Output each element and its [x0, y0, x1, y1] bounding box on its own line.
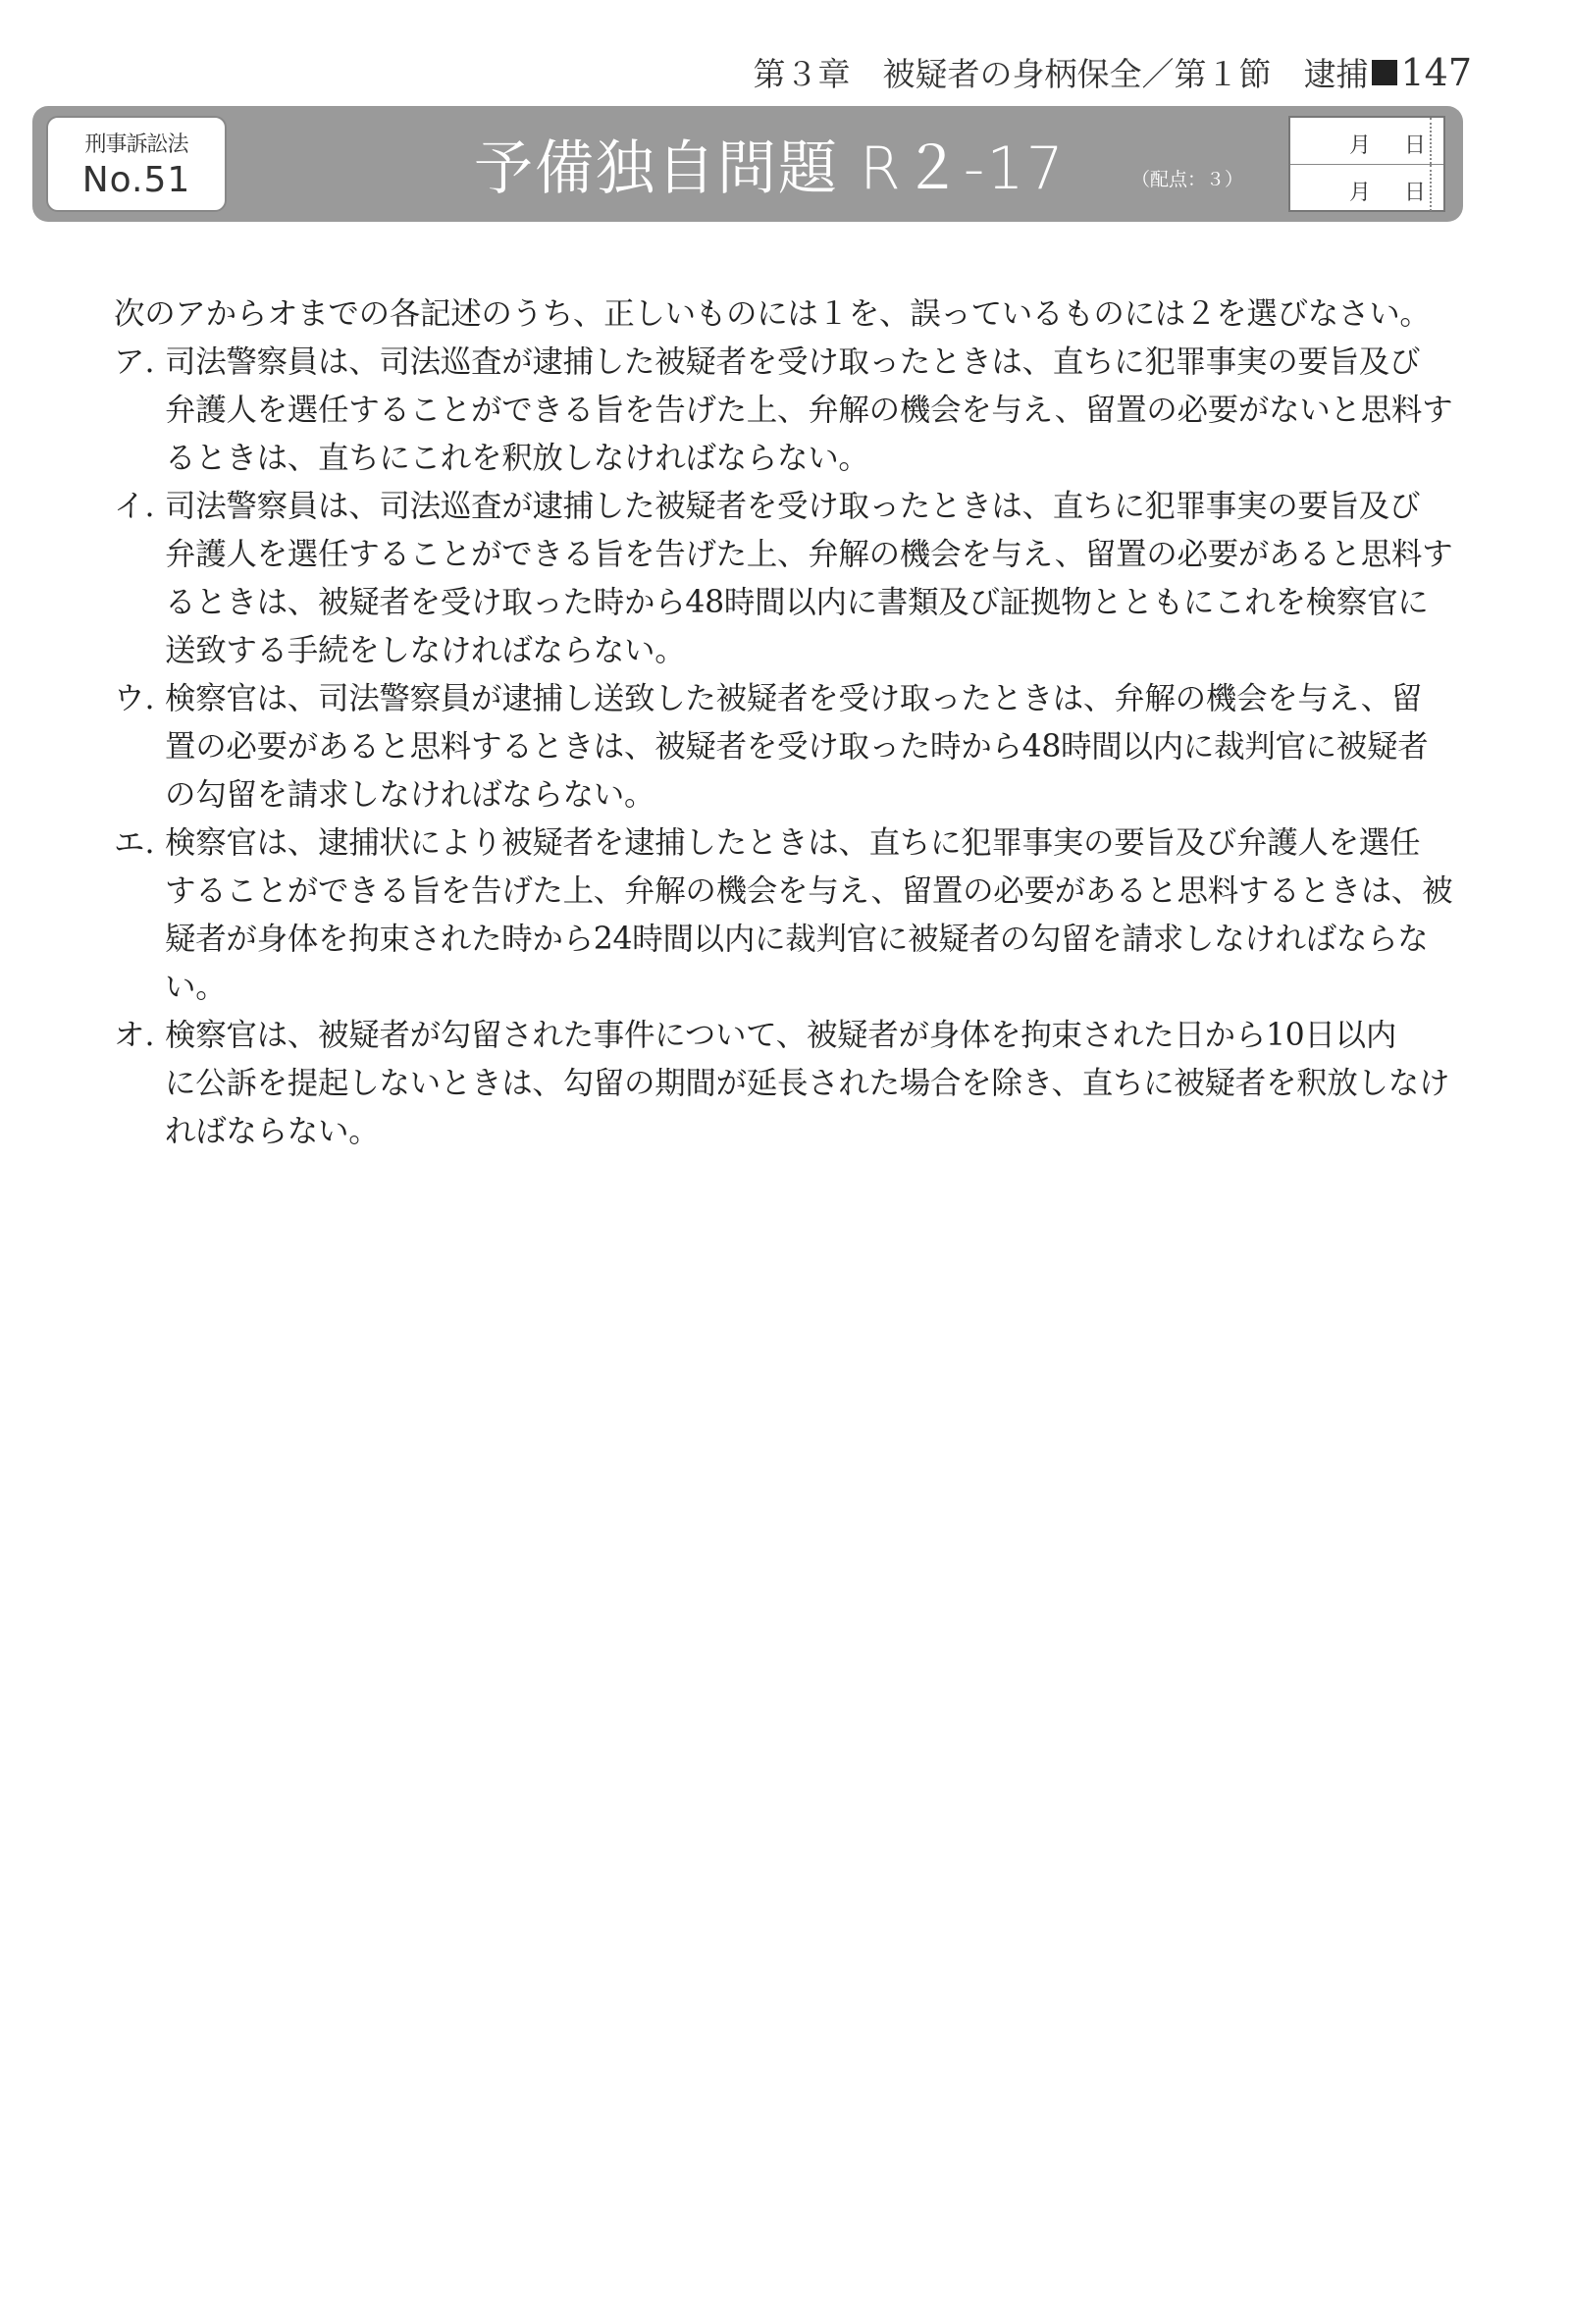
- text-line: 弁護人を選任することができる旨を告げた上、弁解の機会を与え、留置の必要があると思料す: [165, 537, 1453, 572]
- statement-text: [165, 675, 1468, 819]
- problem-number: No.51: [81, 160, 191, 200]
- day-label: 日: [1404, 181, 1427, 205]
- text-line: 検察官は、司法警察員が逮捕し送致した被疑者を受け取ったときは、弁解の機会を与え、留: [165, 681, 1423, 716]
- subject-tag: [46, 116, 227, 212]
- text-line: の勾留を請求しなければならない。: [165, 777, 655, 813]
- text-line: 司法警察員は、司法巡査が逮捕した被疑者を受け取ったときは、直ちに犯罪事実の要旨及び: [165, 489, 1421, 524]
- text-line: ればならない。: [165, 1114, 380, 1149]
- statement-e: [114, 819, 1468, 1012]
- statement-i: [114, 483, 1468, 675]
- dotted-divider: [1430, 118, 1432, 164]
- text-line: るときは、被疑者を受け取った時から48時間以内に書類及び証拠物とともにこれを検察官に: [165, 585, 1429, 620]
- date-row: [1290, 165, 1443, 211]
- problem-title: 予備独自問題 R２-17: [474, 134, 1066, 203]
- page-number: 147: [1400, 50, 1472, 94]
- statement-text: [165, 1012, 1468, 1156]
- statement-text: [165, 819, 1468, 1012]
- text-line: 弁護人を選任することができる旨を告げた上、弁解の機会を与え、留置の必要がないと思料す: [165, 393, 1453, 428]
- statement-label: ア.: [114, 344, 155, 380]
- chapter-title: 第３章 被疑者の身柄保全／第１節 逮捕: [753, 55, 1369, 93]
- text-line: 検察官は、被疑者が勾留された事件について、被疑者が身体を拘束された日から10日以内: [165, 1018, 1397, 1053]
- month-label: 月: [1349, 181, 1372, 205]
- running-header: [753, 49, 1472, 95]
- square-marker-icon: [1372, 60, 1397, 85]
- text-line: い。: [165, 970, 227, 1005]
- day-label: 日: [1404, 133, 1427, 158]
- statement-text: [165, 483, 1468, 675]
- statement-text: [165, 339, 1468, 483]
- text-line: 司法警察員は、司法巡査が逮捕した被疑者を受け取ったときは、直ちに犯罪事実の要旨及び: [165, 344, 1421, 380]
- points-label: （配点：３）: [1131, 169, 1244, 190]
- statement-label: オ.: [114, 1018, 155, 1053]
- text-line: 検察官は、逮捕状により被疑者を逮捕したときは、直ちに犯罪事実の要旨及び弁護人を選任: [165, 825, 1421, 861]
- statement-label: イ.: [114, 489, 155, 524]
- text-line: 置の必要があると思料するときは、被疑者を受け取った時から48時間以内に裁判官に被疑者: [165, 729, 1429, 765]
- month-label: 月: [1349, 133, 1372, 158]
- question-intro: 次のアからオまでの各記述のうち、正しいものには１を、誤っているものには２を選びなさい。: [114, 296, 1431, 332]
- statement-o: [114, 1012, 1468, 1156]
- text-line: することができる旨を告げた上、弁解の機会を与え、留置の必要があると思料するときは、被: [165, 873, 1453, 909]
- text-line: 疑者が身体を拘束された時から24時間以内に裁判官に被疑者の勾留を請求しなければならな: [165, 922, 1429, 957]
- date-row: [1290, 118, 1443, 165]
- study-date-box: [1288, 116, 1445, 212]
- statement-label: エ.: [114, 825, 155, 861]
- statement-a: [114, 339, 1468, 483]
- statement-label: ウ.: [114, 681, 155, 716]
- text-line: に公訴を提起しないときは、勾留の期間が延長された場合を除き、直ちに被疑者を釈放しなけ: [165, 1066, 1450, 1101]
- statement-u: [114, 675, 1468, 819]
- dotted-divider: [1430, 165, 1432, 211]
- text-line: るときは、直ちにこれを釈放しなければならない。: [165, 441, 869, 476]
- text-line: 送致する手続をしなければならない。: [165, 633, 686, 668]
- question-body: [114, 290, 1468, 1156]
- problem-banner: [32, 106, 1463, 222]
- subject-label: 刑事訴訟法: [84, 132, 188, 157]
